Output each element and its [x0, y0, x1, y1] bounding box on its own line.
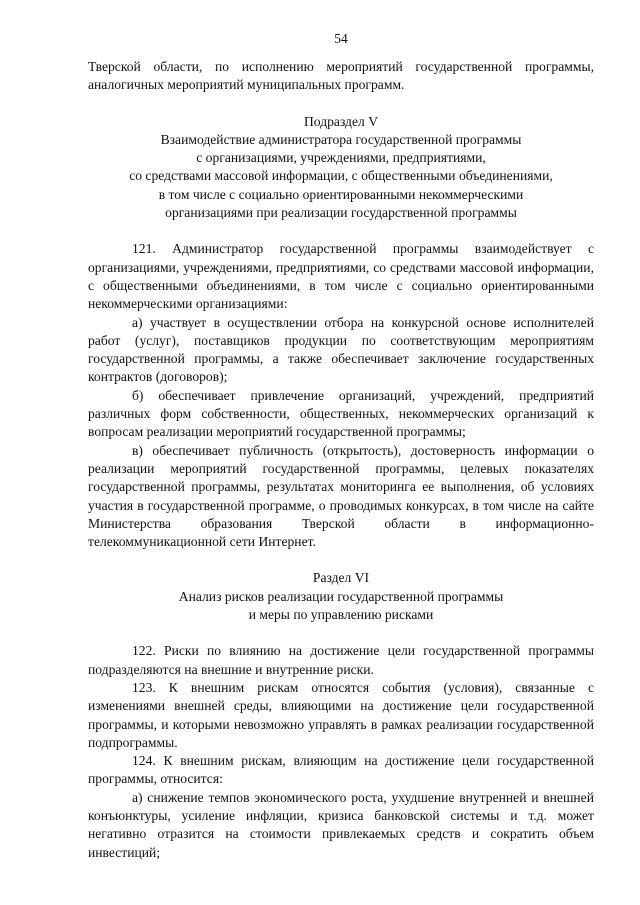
subsection-v-title-line: со средствами массовой информации, с общественными объединениями, — [129, 168, 553, 184]
section-vi-label: Раздел VI — [312, 570, 370, 586]
subsection-v-title-line: в том числе с социально ориентированными некоммерческими — [158, 186, 524, 202]
paragraph-123: 123. К внешним рискам относятся события (условия), связанные с изменениями внешней среды, влияющими на достижение цели государственной программы, и которыми невозможно управлять в рамках реализации государственной подпрограммы. — [88, 679, 594, 750]
paragraph-121-v: в) обеспечивает публичность (открытость), достоверность информации о реализации мероприятий государственной программы, целевых показателях государственной программы, результатах мониторинга ее выполнения, об условиях участия в государственной программе, о проводимых конкурсах, в том числе на сайте Министерства образования Тверской области в информационно-телекоммуникационной сети Интернет. — [88, 442, 594, 550]
paragraph-124: 124. К внешним рискам, влияющим на достижение цели государственной программы, относится: — [88, 753, 594, 787]
subsection-v-label: Подраздел V — [303, 113, 379, 129]
section-vi-title-line: и меры по управлению рисками — [248, 607, 434, 623]
section-vi-title-line: Анализ рисков реализации государственной программы — [178, 588, 504, 604]
paragraph-122: 122. Риски по влиянию на достижение цели государственной программы подразделяются на внешние и внутренние риски. — [88, 643, 594, 677]
document-page — [88, 0, 594, 905]
subsection-v-title-line: с организациями, учреждениями, предприятиями, — [196, 150, 486, 166]
subsection-v-heading — [88, 113, 594, 223]
section-vi-heading — [88, 569, 594, 624]
paragraph-121: 121. Администратор государственной программы взаимодействует с организациями, учреждениями, предприятиями, со средствами массовой информации, с общественными объединениями, в том числе с социально ориентированными некоммерческими организациями: — [88, 241, 594, 312]
paragraph-124-a: а) снижение темпов экономического роста, ухудшение внутренней и внешней конъюнктуры, усиление инфляции, кризиса банковской системы и т.д. может негативно отразится на стоимости привлекаемых средств и сократить объем инвестиций; — [88, 789, 594, 860]
document-body — [88, 58, 594, 862]
intro-paragraph: Тверской области, по исполнению мероприятий государственной программы, аналогичных мероприятий муниципальных программ. — [88, 59, 594, 93]
subsection-v-title-line: Взаимодействие администратора государственной программы — [160, 131, 522, 147]
paragraph-121-b: б) обеспечивает привлечение организаций, учреждений, предприятий различных форм собственности, общественных, некоммерческих организаций к вопросам реализации мероприятий государственной программы; — [88, 387, 594, 440]
page-number: 54 — [334, 31, 348, 46]
paragraph-121-a: а) участвует в осуществлении отбора на конкурсной основе исполнителей работ (услуг), поставщиков продукции по соответствующим мероприятиям государственной программы, а также обеспечивает заключение государственных контрактов (договоров); — [88, 314, 594, 385]
subsection-v-title-line: организациями при реализации государственной программы — [165, 205, 517, 221]
